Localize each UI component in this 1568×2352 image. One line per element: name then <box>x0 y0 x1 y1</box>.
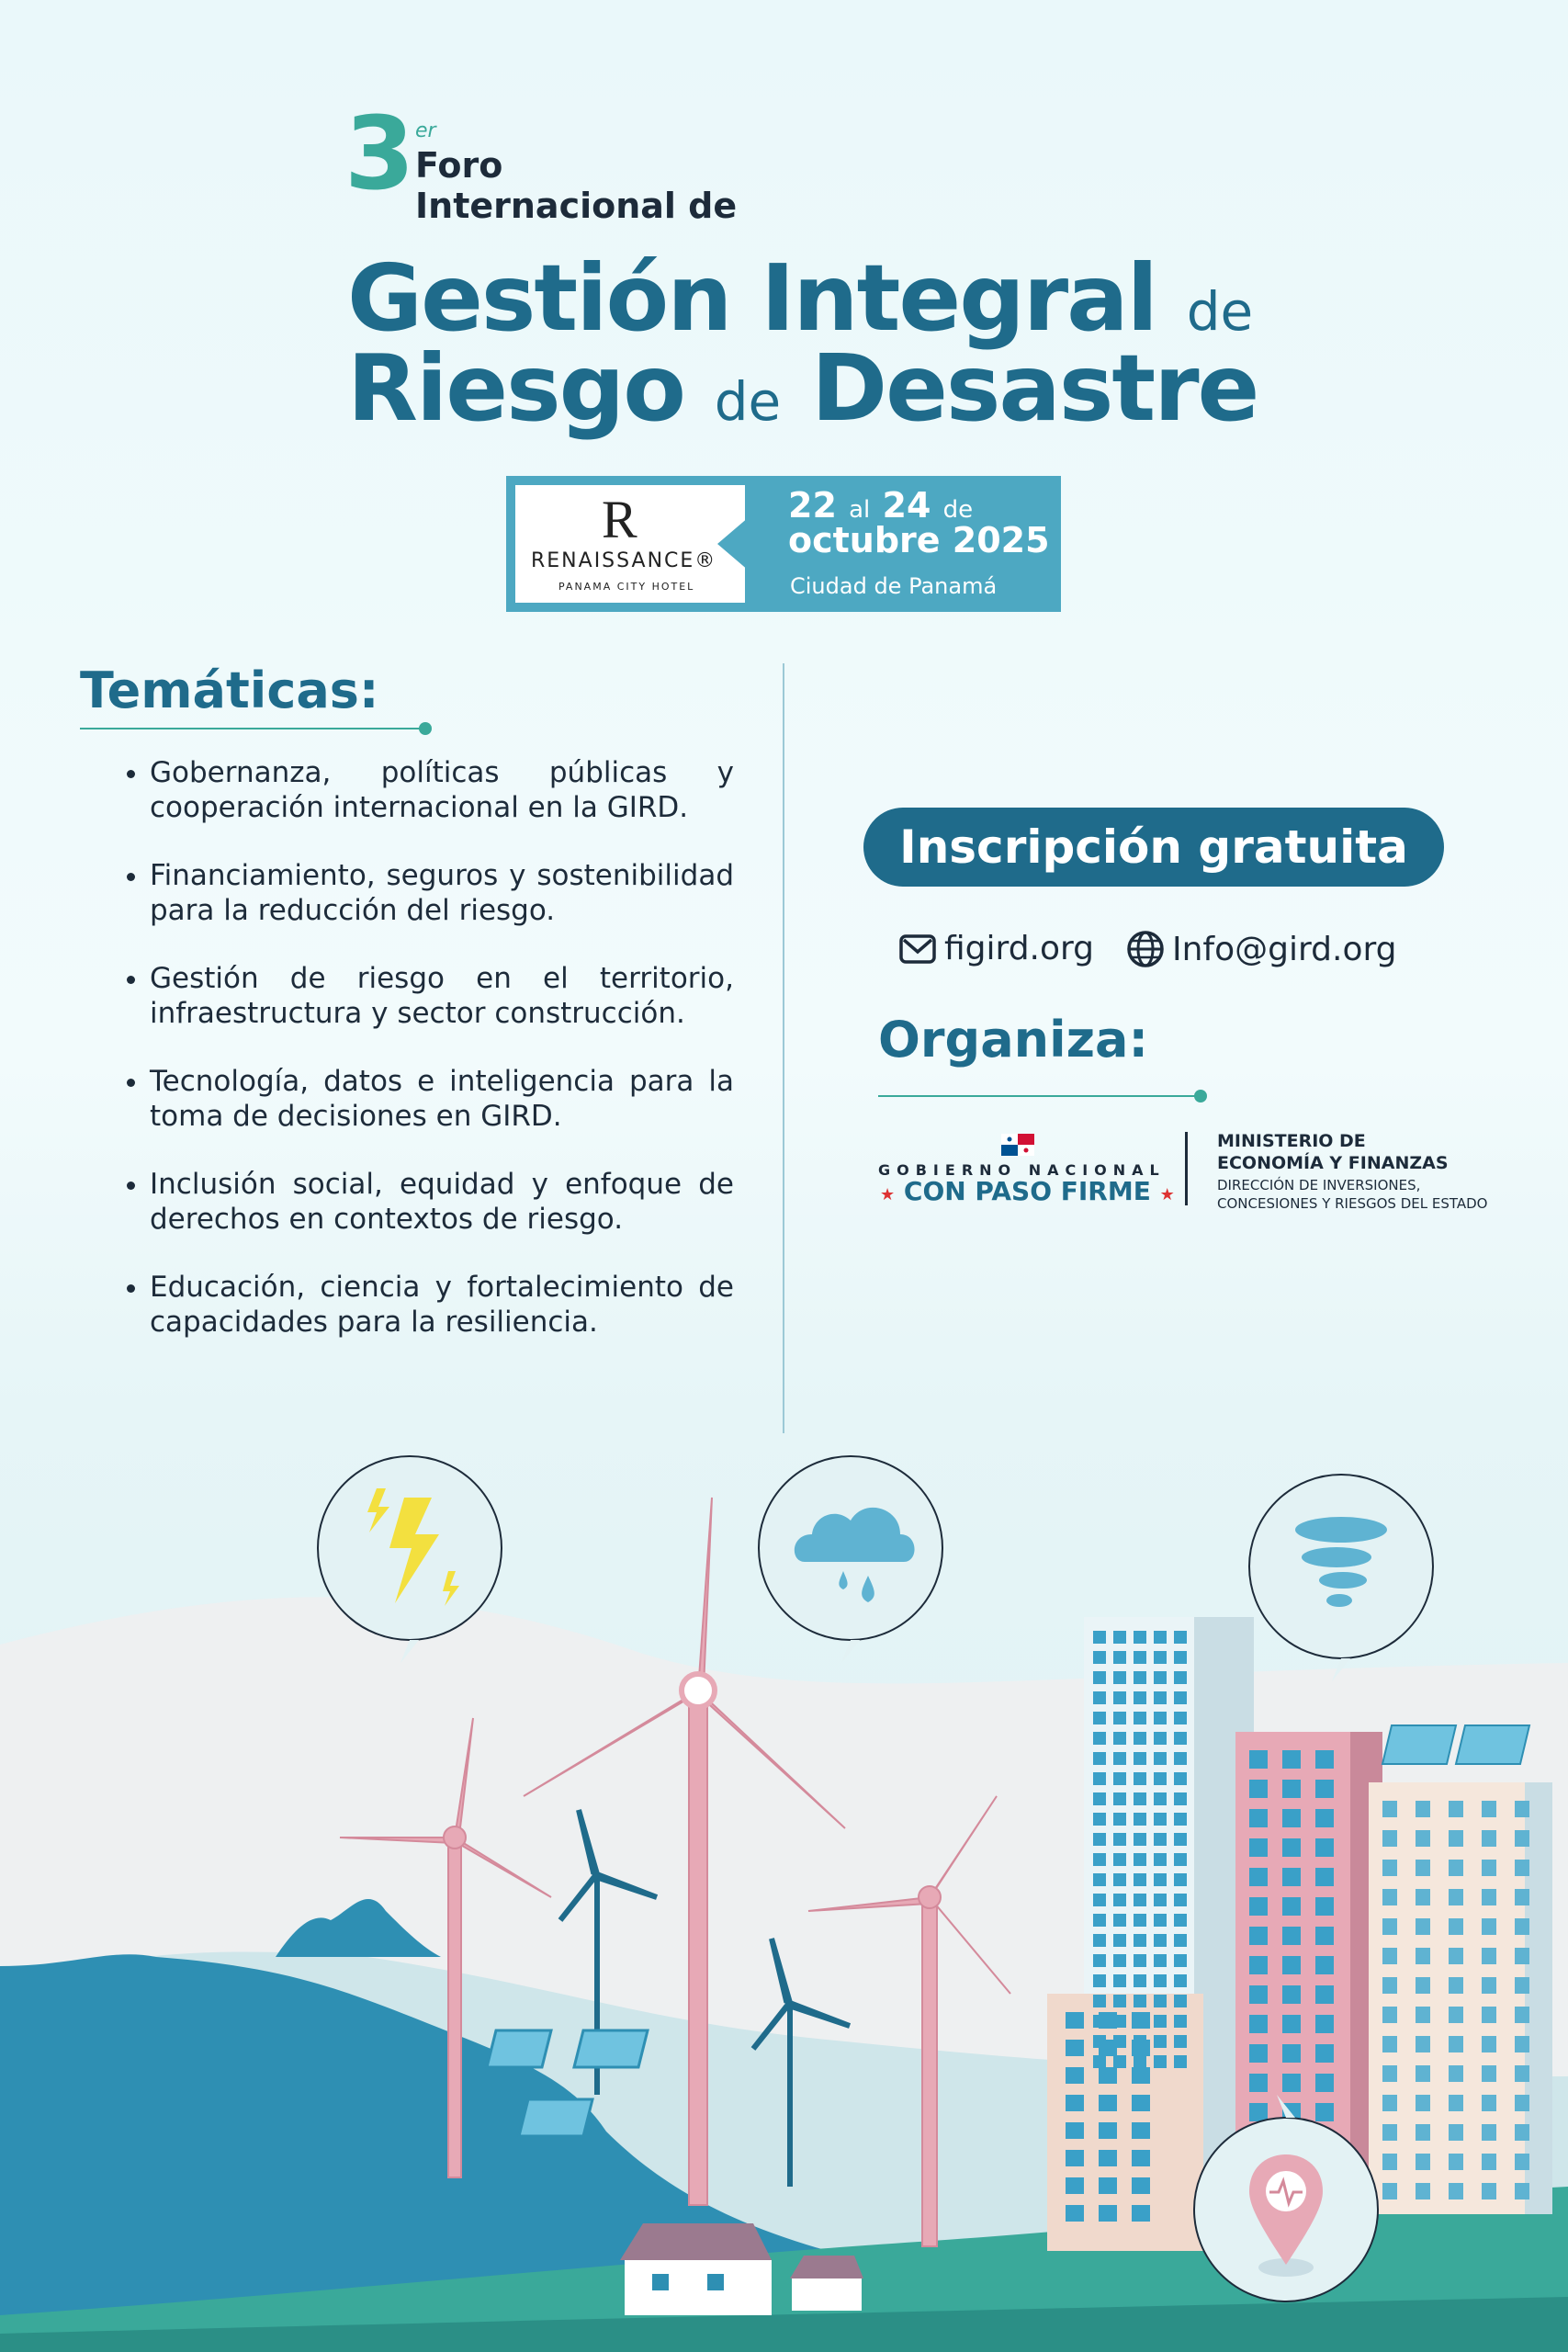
topics-underline-dot <box>419 722 432 735</box>
building-window <box>1154 1631 1167 1644</box>
building-window <box>1113 1772 1126 1785</box>
star-icon: ★ <box>1159 1185 1175 1204</box>
building-window <box>1113 1651 1126 1664</box>
star-icon: ★ <box>880 1185 896 1204</box>
building-window <box>1066 2012 1084 2029</box>
building-window <box>1113 1853 1126 1866</box>
list-item: • Financiamiento, seguros y sostenibilidad para la reducción del riesgo. <box>150 858 734 928</box>
building-window <box>1174 1712 1187 1724</box>
organizer-underline-dot <box>1194 1090 1207 1102</box>
building-window <box>1174 2035 1187 2048</box>
building-window <box>1154 2055 1167 2068</box>
building-window <box>1515 1948 1529 1964</box>
building-window <box>1134 1974 1146 1987</box>
building-window <box>1515 2065 1529 2082</box>
date-de: de <box>942 496 974 524</box>
building-window <box>1099 2012 1117 2029</box>
building-window <box>1093 1752 1106 1765</box>
building-window <box>1132 2205 1150 2222</box>
building-window <box>1099 2205 1117 2222</box>
forum-line-2: Internacional de <box>415 186 738 226</box>
landscape-illustration <box>0 1433 1568 2352</box>
building-window <box>1093 1974 1106 1987</box>
government-line-1: GOBIERNO NACIONAL <box>878 1161 1166 1179</box>
building-window <box>1134 1833 1146 1846</box>
email-text: Info@gird.org <box>1172 930 1397 968</box>
building-window <box>1449 1860 1463 1876</box>
building-window <box>1249 1780 1268 1798</box>
list-item: • Educación, ciencia y fortalecimiento de capacidades para la resiliencia. <box>150 1270 734 1340</box>
topics-list <box>115 755 734 1373</box>
building-window <box>1416 2095 1430 2111</box>
building-window <box>1174 1792 1187 1805</box>
building-window <box>1174 1853 1187 1866</box>
building-window <box>1482 2007 1496 2023</box>
building-window <box>1249 1838 1268 1857</box>
building-window <box>1134 1934 1146 1947</box>
building-window <box>1315 1809 1334 1827</box>
building-window <box>1449 2007 1463 2023</box>
building-window <box>1099 2122 1117 2139</box>
building-window <box>1382 2154 1397 2170</box>
building-window <box>1174 1671 1187 1684</box>
organizer-underline <box>878 1095 1200 1097</box>
building-window <box>1482 1889 1496 1905</box>
organizer-heading: Organiza: <box>878 1011 1149 1069</box>
building-window <box>1154 1651 1167 1664</box>
building-window <box>1249 2015 1268 2033</box>
forum-line-1: Foro <box>415 145 503 186</box>
building-window <box>1174 1974 1187 1987</box>
building-window <box>1515 2095 1529 2111</box>
building-window <box>1066 2122 1084 2139</box>
building-window <box>1282 2074 1301 2092</box>
building-window <box>1482 2095 1496 2111</box>
building-window <box>1249 1750 1268 1769</box>
building-window <box>1482 2124 1496 2141</box>
building-window <box>1134 2055 1146 2068</box>
building-window <box>1382 1948 1397 1964</box>
building-window <box>1093 1671 1106 1684</box>
building-window <box>1113 1914 1126 1927</box>
building-window <box>1066 2177 1084 2194</box>
building-window <box>1416 2154 1430 2170</box>
building-window <box>1134 1792 1146 1805</box>
building-window <box>1154 1813 1167 1826</box>
building-window <box>1315 1780 1334 1798</box>
building-window <box>1132 2040 1150 2056</box>
building-window <box>1093 1712 1106 1724</box>
building-window <box>1382 1801 1397 1817</box>
building-window <box>1093 1873 1106 1886</box>
building-window <box>1134 1712 1146 1724</box>
hotel-logo-letter: R <box>602 490 637 549</box>
building-window <box>1249 1897 1268 1916</box>
topics-underline <box>80 728 424 729</box>
building-window <box>1093 1792 1106 1805</box>
building-window <box>1315 1985 1334 2004</box>
list-item: • Inclusión social, equidad y enfoque de derechos en contextos de riesgo. <box>150 1167 734 1237</box>
email-contact[interactable] <box>1126 930 1397 968</box>
building-window <box>1132 2012 1150 2029</box>
registration-badge[interactable]: Inscripción gratuita <box>863 808 1444 887</box>
building-window <box>1154 1954 1167 1967</box>
building-window <box>1099 2095 1117 2111</box>
building-window <box>1132 2150 1150 2166</box>
building-window <box>1315 1927 1334 1945</box>
building-window <box>1449 1977 1463 1994</box>
building-window <box>1113 1752 1126 1765</box>
building-window <box>1416 1860 1430 1876</box>
hotel-subtitle: PANAMA CITY HOTEL <box>558 581 695 593</box>
building-window <box>1154 1712 1167 1724</box>
building-window <box>1482 1977 1496 1994</box>
building-window <box>1515 1977 1529 1994</box>
building-window <box>1134 1752 1146 1765</box>
building-window <box>1134 1772 1146 1785</box>
building-window <box>1482 2065 1496 2082</box>
building-window <box>1132 2095 1150 2111</box>
building-window <box>1113 1792 1126 1805</box>
building-window <box>1449 1889 1463 1905</box>
building-window <box>1515 2183 1529 2199</box>
building-window <box>1113 1712 1126 1724</box>
building-window <box>1174 1651 1187 1664</box>
building-window <box>1449 1948 1463 1964</box>
building-window <box>1515 1860 1529 1876</box>
building-window <box>1382 1889 1397 1905</box>
building-window <box>1113 1995 1126 2007</box>
building-window <box>1174 1772 1187 1785</box>
building-window <box>1174 1631 1187 1644</box>
building-window <box>1282 1780 1301 1798</box>
building-window <box>1093 1914 1106 1927</box>
building-window <box>1134 1894 1146 1906</box>
building-window <box>1315 1838 1334 1857</box>
building-window <box>1093 1934 1106 1947</box>
building-window <box>1113 1671 1126 1684</box>
building-window <box>1315 2044 1334 2063</box>
panama-flag-icon <box>1001 1134 1034 1156</box>
building-window <box>1113 1873 1126 1886</box>
building-window <box>1134 1995 1146 2007</box>
building-window <box>1134 1813 1146 1826</box>
building-window <box>1282 1956 1301 1974</box>
building-window <box>1482 1860 1496 1876</box>
building-window <box>1113 1894 1126 1906</box>
building-window <box>1515 2036 1529 2052</box>
building-window <box>1154 2015 1167 2028</box>
building-window <box>1282 1838 1301 1857</box>
ministry-sub-1: DIRECCIÓN DE INVERSIONES, <box>1217 1177 1421 1193</box>
building-window <box>1315 1750 1334 1769</box>
building-window <box>1416 2007 1430 2023</box>
edition-number: 3 <box>344 95 415 212</box>
date-month-year: octubre 2025 <box>788 520 1050 560</box>
building-window <box>1282 1927 1301 1945</box>
building-window <box>1093 1894 1106 1906</box>
building-window <box>1099 2040 1117 2056</box>
building-window <box>1515 1801 1529 1817</box>
hotel-name: RENAISSANCE® <box>531 549 717 572</box>
building-window <box>1093 2055 1106 2068</box>
forum-subtitle <box>415 145 737 226</box>
building-window <box>1416 1801 1430 1817</box>
building-window <box>1382 2124 1397 2141</box>
building-window <box>1093 1813 1106 1826</box>
title-gestion-integral: Gestión Integral <box>347 244 1156 352</box>
building-window <box>1382 1860 1397 1876</box>
building-window <box>1282 1809 1301 1827</box>
building-window <box>1066 2150 1084 2166</box>
date-end: 24 <box>882 485 931 526</box>
building-window <box>1099 2067 1117 2084</box>
building-window <box>1066 2095 1084 2111</box>
building-window <box>1113 1631 1126 1644</box>
building-window <box>1515 2154 1529 2170</box>
website-contact[interactable] <box>898 930 1094 967</box>
building-window <box>1249 1956 1268 1974</box>
ministry-name <box>1217 1130 1449 1174</box>
building-window <box>1449 2065 1463 2082</box>
globe-icon <box>1126 930 1165 968</box>
building-window <box>1134 1853 1146 1866</box>
title-de-2: de <box>714 370 782 433</box>
logo-separator <box>1185 1132 1188 1205</box>
building-window <box>1134 1873 1146 1886</box>
building-window <box>1174 1934 1187 1947</box>
government-slogan: CON PASO FIRME <box>903 1176 1151 1206</box>
ministry-department <box>1217 1176 1487 1213</box>
building-window <box>1134 1691 1146 1704</box>
building-window <box>1093 1631 1106 1644</box>
ministry-line-2: ECONOMÍA Y FINANZAS <box>1217 1153 1449 1173</box>
building-window <box>1315 2074 1334 2092</box>
building-window <box>1482 1801 1496 1817</box>
building-window <box>1315 1956 1334 1974</box>
building-window <box>1282 1750 1301 1769</box>
building-window <box>1154 1894 1167 1906</box>
building-window <box>1515 1889 1529 1905</box>
building-window <box>1315 2103 1334 2121</box>
list-item: • Gobernanza, políticas públicas y cooperación internacional en la GIRD. <box>150 755 734 825</box>
building-window <box>1174 1833 1187 1846</box>
building-window <box>1132 2122 1150 2139</box>
building-window <box>1174 1813 1187 1826</box>
building-window <box>1249 1927 1268 1945</box>
building-window <box>1174 1954 1187 1967</box>
list-item: • Tecnología, datos e inteligencia para la toma de decisiones en GIRD. <box>150 1064 734 1134</box>
building-window <box>1134 1914 1146 1927</box>
building-window <box>1113 1974 1126 1987</box>
building-window <box>1449 1918 1463 1935</box>
building-window <box>1093 1853 1106 1866</box>
building-window <box>1174 1914 1187 1927</box>
main-title-line-2 <box>347 334 1258 452</box>
building-window <box>1174 1732 1187 1745</box>
building-window <box>1249 2103 1268 2121</box>
building-window <box>1449 2036 1463 2052</box>
building-window <box>1482 1948 1496 1964</box>
building-window <box>1134 1671 1146 1684</box>
building-window <box>1382 1830 1397 1847</box>
building-window <box>1066 2067 1084 2084</box>
building-window <box>1099 2150 1117 2166</box>
building-window <box>1282 2044 1301 2063</box>
building-window <box>1134 1651 1146 1664</box>
ministry-line-1: MINISTERIO DE <box>1217 1131 1366 1151</box>
event-city: Ciudad de Panamá <box>790 573 998 599</box>
building-window <box>1382 2036 1397 2052</box>
building-window <box>1154 1732 1167 1745</box>
date-start: 22 <box>788 485 837 526</box>
website-text: figird.org <box>944 930 1095 967</box>
tornado-bubble <box>1249 1475 1433 1681</box>
building-window <box>1113 1934 1126 1947</box>
building-window <box>1249 2074 1268 2092</box>
building-window <box>1416 1948 1430 1964</box>
building-window <box>1154 1772 1167 1785</box>
building-window <box>1249 1985 1268 2004</box>
building-window <box>1154 1833 1167 1846</box>
building-window <box>1093 1954 1106 1967</box>
building-window <box>1482 1830 1496 1847</box>
building-window <box>1134 1631 1146 1644</box>
building-window <box>1093 1772 1106 1785</box>
building-window <box>1174 1752 1187 1765</box>
building-window <box>1449 1830 1463 1847</box>
building-window <box>1174 2055 1187 2068</box>
building-window <box>1515 1918 1529 1935</box>
building-window <box>1113 1691 1126 1704</box>
list-item: • Gestión de riesgo en el territorio, infraestructura y sector construcción. <box>150 961 734 1031</box>
building-window <box>1416 2124 1430 2141</box>
ministry-sub-2: CONCESIONES Y RIESGOS DEL ESTADO <box>1217 1195 1488 1212</box>
building-window <box>1093 1651 1106 1664</box>
building-window <box>1249 1868 1268 1886</box>
building-window <box>1249 1809 1268 1827</box>
building-window <box>1099 2177 1117 2194</box>
mail-icon <box>898 933 937 965</box>
building-window <box>1154 1873 1167 1886</box>
building-window <box>1282 2015 1301 2033</box>
building-window <box>1174 2015 1187 2028</box>
title-riesgo: Riesgo <box>347 334 684 442</box>
building-window <box>1154 1934 1167 1947</box>
title-de-1: de <box>1186 280 1254 343</box>
building-window <box>1416 1977 1430 1994</box>
building-window <box>1482 2036 1496 2052</box>
building-window <box>1315 1897 1334 1916</box>
building-window <box>1282 1985 1301 2004</box>
building-window <box>1154 1671 1167 1684</box>
building-window <box>1416 1830 1430 1847</box>
building-window <box>1249 2044 1268 2063</box>
building-window <box>1113 1813 1126 1826</box>
building-window <box>1174 1873 1187 1886</box>
building-window <box>1154 1792 1167 1805</box>
building-window <box>1282 1897 1301 1916</box>
building-window <box>1134 1732 1146 1745</box>
building-window <box>1154 1691 1167 1704</box>
building-window <box>1154 1752 1167 1765</box>
building-window <box>1093 1691 1106 1704</box>
building-window <box>1515 1830 1529 1847</box>
title-desastre: Desastre <box>811 334 1258 442</box>
building-window <box>1132 2177 1150 2194</box>
building-window <box>1449 2095 1463 2111</box>
building-window <box>1113 1833 1126 1846</box>
building-window <box>1416 1889 1430 1905</box>
building-window <box>1174 1894 1187 1906</box>
building-window <box>1154 2035 1167 2048</box>
building-window <box>1093 1995 1106 2007</box>
building-window <box>1416 2036 1430 2052</box>
building-window <box>1416 2183 1430 2199</box>
building-window <box>1449 2124 1463 2141</box>
building-window <box>1093 1833 1106 1846</box>
building-window <box>1066 2205 1084 2222</box>
building-window <box>1154 1914 1167 1927</box>
building-window <box>1449 2154 1463 2170</box>
building-window <box>1482 2154 1496 2170</box>
building-window <box>1154 1974 1167 1987</box>
building-window <box>1382 2095 1397 2111</box>
rain-bubble <box>759 1456 942 1663</box>
building-window <box>1449 1801 1463 1817</box>
building-window <box>1174 1691 1187 1704</box>
building-window <box>1132 2067 1150 2084</box>
building-window <box>1515 2124 1529 2141</box>
date-al: al <box>849 496 871 524</box>
building-window <box>1416 1918 1430 1935</box>
building-window <box>1093 1732 1106 1745</box>
building-window <box>1154 1853 1167 1866</box>
building-window <box>1066 2040 1084 2056</box>
building-window <box>1382 2007 1397 2023</box>
building-window <box>1515 2007 1529 2023</box>
building-window <box>1382 2065 1397 2082</box>
building-window <box>1113 1954 1126 1967</box>
building-window <box>1315 2015 1334 2033</box>
building-window <box>1113 2055 1126 2068</box>
building-window <box>1315 1868 1334 1886</box>
building-window <box>1282 1868 1301 1886</box>
building-window <box>1174 1995 1187 2007</box>
building-window <box>1382 1918 1397 1935</box>
building-window <box>1134 1954 1146 1967</box>
building-window <box>1382 1977 1397 1994</box>
topics-heading: Temáticas: <box>80 662 379 719</box>
building-window <box>1449 2183 1463 2199</box>
building-window <box>1113 1732 1126 1745</box>
building-window <box>1154 1995 1167 2007</box>
building-window <box>1416 2065 1430 2082</box>
building-window <box>1482 1918 1496 1935</box>
building-window <box>1482 2183 1496 2199</box>
column-divider <box>783 663 784 1433</box>
building-window <box>1382 2183 1397 2199</box>
government-line-2 <box>880 1176 1175 1206</box>
edition-suffix: er <box>415 119 436 142</box>
